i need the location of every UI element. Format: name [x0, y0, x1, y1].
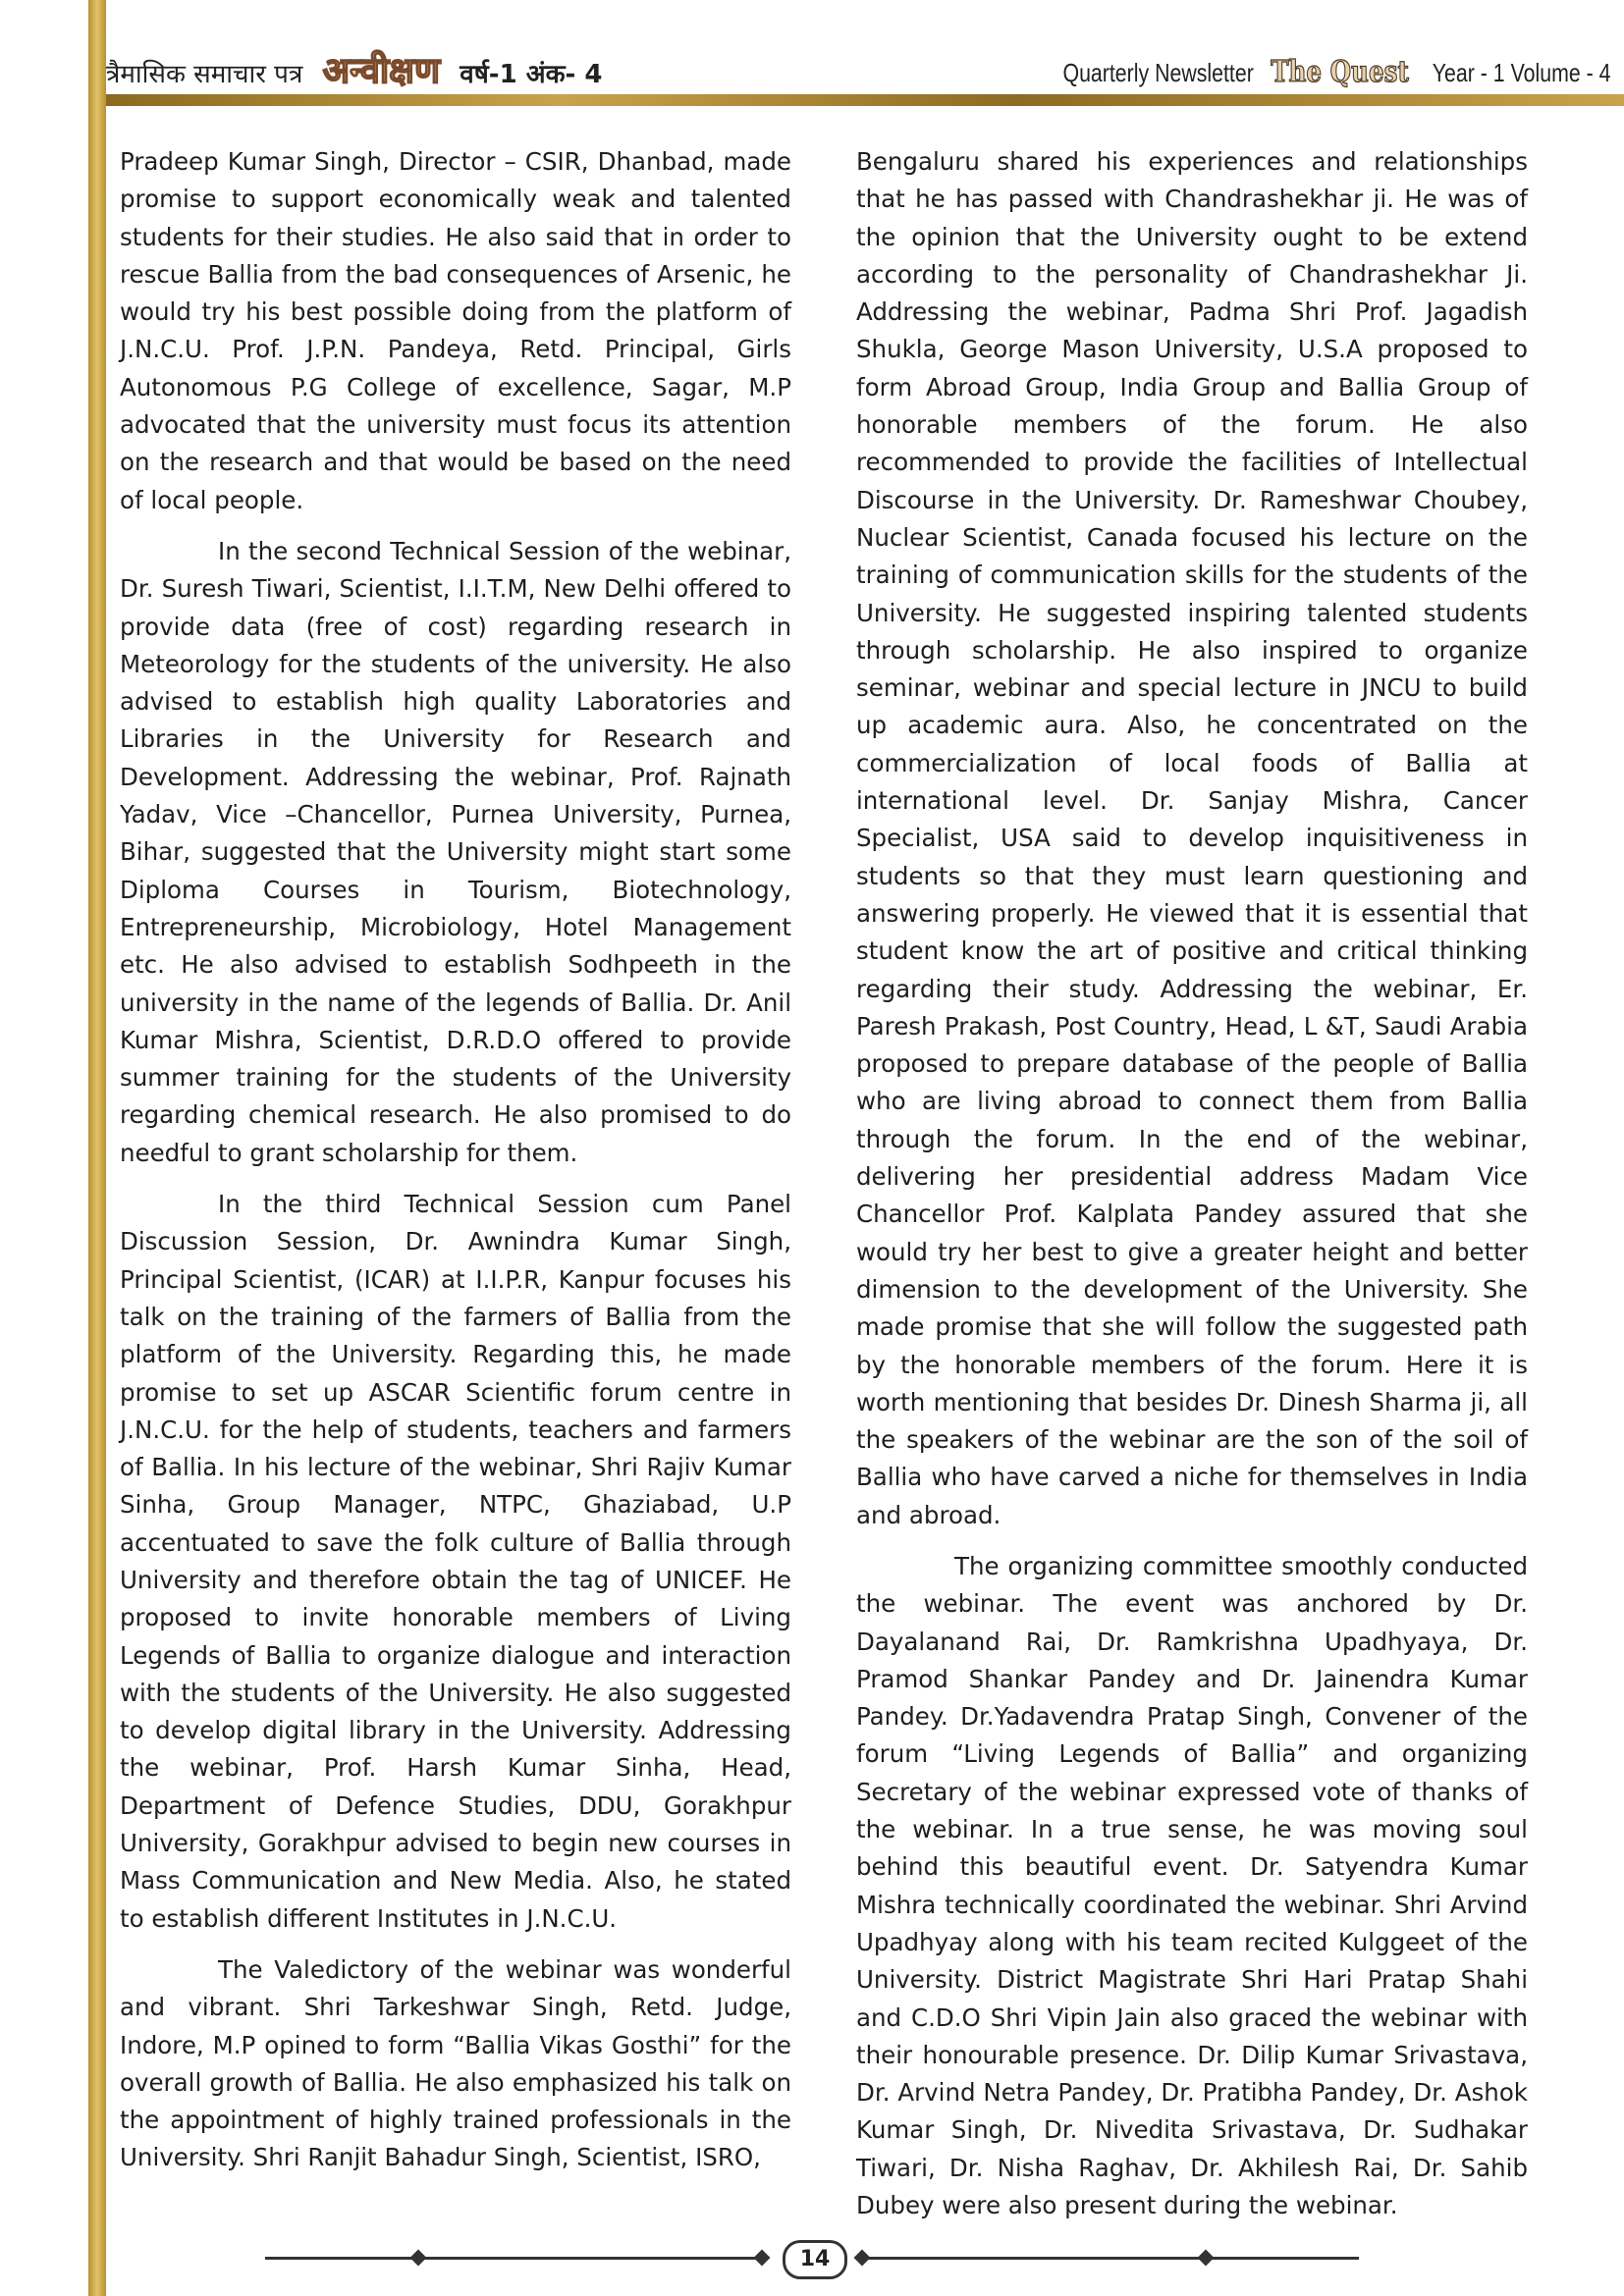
paragraph: Bengaluru shared his experiences and relationships that he has passed with Chandrashekhar ji. He was of the opinion that the University ought to be extend according to the personality of Chandrashekhar Ji. Addressing the webinar, Padma Shri Prof. Jagadish Shukla, George Mason University, U.S.A proposed to form Abroad Group, India Group and Ballia Group of honorable members of the forum. He also recommended to provide the facilities of Intellectual Discourse in the University. Dr. Rameshwar Choubey, Nuclear Scientist, Canada focused his lecture on the training of communication skills for the students of the University. He suggested inspiring talented students through scholarship. He also inspired to organize seminar, webinar and special lecture in JNCU to build up academic aura. Also, he concentrated on the commercialization of local foods of Ballia at international level. Dr. Sanjay Mishra, Cancer Specialist, USA said to develop inquisitiveness in students so that they must learn questioning and answering properly. He viewed that it is essential that student know the art of positive and critical thinking regarding their study. Addressing the webinar, Er. Paresh Prakash, Post Country, Head, L &T, Saudi Arabia proposed to prepare database of the people of Ballia who are living abroad to connect them from Ballia through the forum. In the end of the webinar, delivering her presidential address Madam Vice Chancellor Prof. Kalplata Pandey assured that she would try her best to give a greater height and better dimension to the development of the University. She made promise that she will follow the suggested path by the honorable members of the forum. Here it is worth mentioning that besides Dr. Dinesh Sharma ji, all the speakers of the webinar are the son of the soil of Ballia who have carved a niche for themselves in India and abroad. [856, 147, 1528, 1529]
english-title: Quarterly Newsletter [1061, 58, 1254, 87]
footer-ornament [410, 2250, 427, 2267]
left-gold-bar [88, 0, 106, 2296]
english-masthead [1062, 55, 1610, 89]
paragraph: The organizing committee smoothly conducted the webinar. The event was anchored by Dr. Dayalanand Rai, Dr. Ramkrishna Upadhyaya, Dr. Pramod Shankar Pandey and Dr. Jainendra Kumar Pandey. Dr.Yadavendra Pratap Singh, Convener of the forum “Living Legends of Ballia” and organizing Secretary of the webinar expressed vote of thanks of the webinar. In a true sense, he was moving soul behind this beautiful event. Dr. Satyendra Kumar Mishra technically coordinated the webinar. Shri Arvind Upadhyay along with his team recited Kulggeet of the University. District Magistrate Shri Hari Pratap Shahi and C.D.O Shri Vipin Jain also graced the webinar with their honourable presence. Dr. Dilip Kumar Srivastava, Dr. Arvind Netra Pandey, Dr. Pratibha Pandey, Dr. Ashok Kumar Singh, Dr. Nivedita Srivastava, Dr. Sudhakar Tiwari, Dr. Nisha Raghav, Dr. Akhilesh Rai, Dr. Sahib Dubey were also present during the webinar. [856, 1551, 1528, 2220]
paragraph: In the second Technical Session of the webinar, Dr. Suresh Tiwari, Scientist, I.I.T.M, New Delhi offered to provide data (free of cost) regarding research in Meteorology for the students of the university. He also advised to establish high quality Laboratories and Libraries in the University for Research and Development. Addressing the webinar, Prof. Rajnath Yadav, Vice –Chancellor, Purnea University, Purnea, Bihar, suggested that the University might start some Diploma Courses in Tourism, Biotechnology, Entrepreneurship, Microbiology, Hotel Management etc. He also advised to establish Sodhpeeth in the university in the name of the legends of Ballia. Dr. Anil Kumar Mishra, Scientist, D.R.D.O offered to provide summer training for the students of the University regarding chemical research. He also promised to do needful to grant scholarship for them. [120, 536, 791, 1167]
footer-ornament [854, 2250, 871, 2267]
right-column [856, 143, 1528, 2238]
footer-rule-right [868, 2257, 1359, 2260]
page-footer [265, 2238, 1359, 2277]
footer-ornament [1198, 2250, 1215, 2267]
english-logo: The Quest [1270, 55, 1409, 89]
hindi-logo: अन्वीक्षण [322, 50, 441, 91]
paragraph: Pradeep Kumar Singh, Director – CSIR, Dhanbad, made promise to support economically weak and talented students for their studies. He also said that in order to rescue Ballia from the bad consequences of Arsenic, he would try his best possible doing from the platform of J.N.C.U. Prof. J.P.N. Pandeya, Retd. Principal, Girls Autonomous P.G College of excellence, Sagar, M.P advocated that the university must focus its attention on the research and that would be based on the need of local people. [120, 147, 791, 514]
page-header [106, 0, 1624, 98]
hindi-issue: वर्ष-1 अंक- 4 [460, 60, 603, 89]
footer-rule-left [265, 2257, 756, 2260]
hindi-masthead [106, 45, 602, 93]
english-issue: Year - 1 Volume - 4 [1432, 58, 1610, 87]
hindi-title: त्रैमासिक समाचार पत्र [106, 60, 303, 89]
left-column [120, 143, 791, 2191]
page-number: 14 [783, 2240, 847, 2279]
header-band [106, 94, 1624, 106]
paragraph: The Valedictory of the webinar was wonderful and vibrant. Shri Tarkeshwar Singh, Retd. Judge, Indore, M.P opined to form “Ballia Vikas Gosthi” for the overall growth of Ballia. He also emphasized his talk on the appointment of highly trained professionals in the University. Shri Ranjit Bahadur Singh, Scientist, ISRO, [120, 1954, 791, 2172]
paragraph: In the third Technical Session cum Panel Discussion Session, Dr. Awnindra Kumar Singh, Principal Scientist, (ICAR) at I.I.P.R, Kanpur focuses his talk on the training of the farmers of Ballia from the platform of the University. Regarding this, he made promise to set up ASCAR Scientific forum centre in J.N.C.U. for the help of students, teachers and farmers of Ballia. In his lecture of the webinar, Shri Rajiv Kumar Sinha, Group Manager, NTPC, Ghaziabad, U.P accentuated to save the folk culture of Ballia through University and therefore obtain the tag of UNICEF. He proposed to invite honorable members of Living Legends of Ballia to organize dialogue and interaction with the students of the University. He also suggested to develop digital library in the University. Addressing the webinar, Prof. Harsh Kumar Sinha, Head, Department of Defence Studies, DDU, Gorakhpur University, Gorakhpur advised to begin new courses in Mass Communication and New Media. Also, he stated to establish different Institutes in J.N.C.U. [120, 1190, 791, 1933]
footer-ornament [754, 2250, 771, 2267]
